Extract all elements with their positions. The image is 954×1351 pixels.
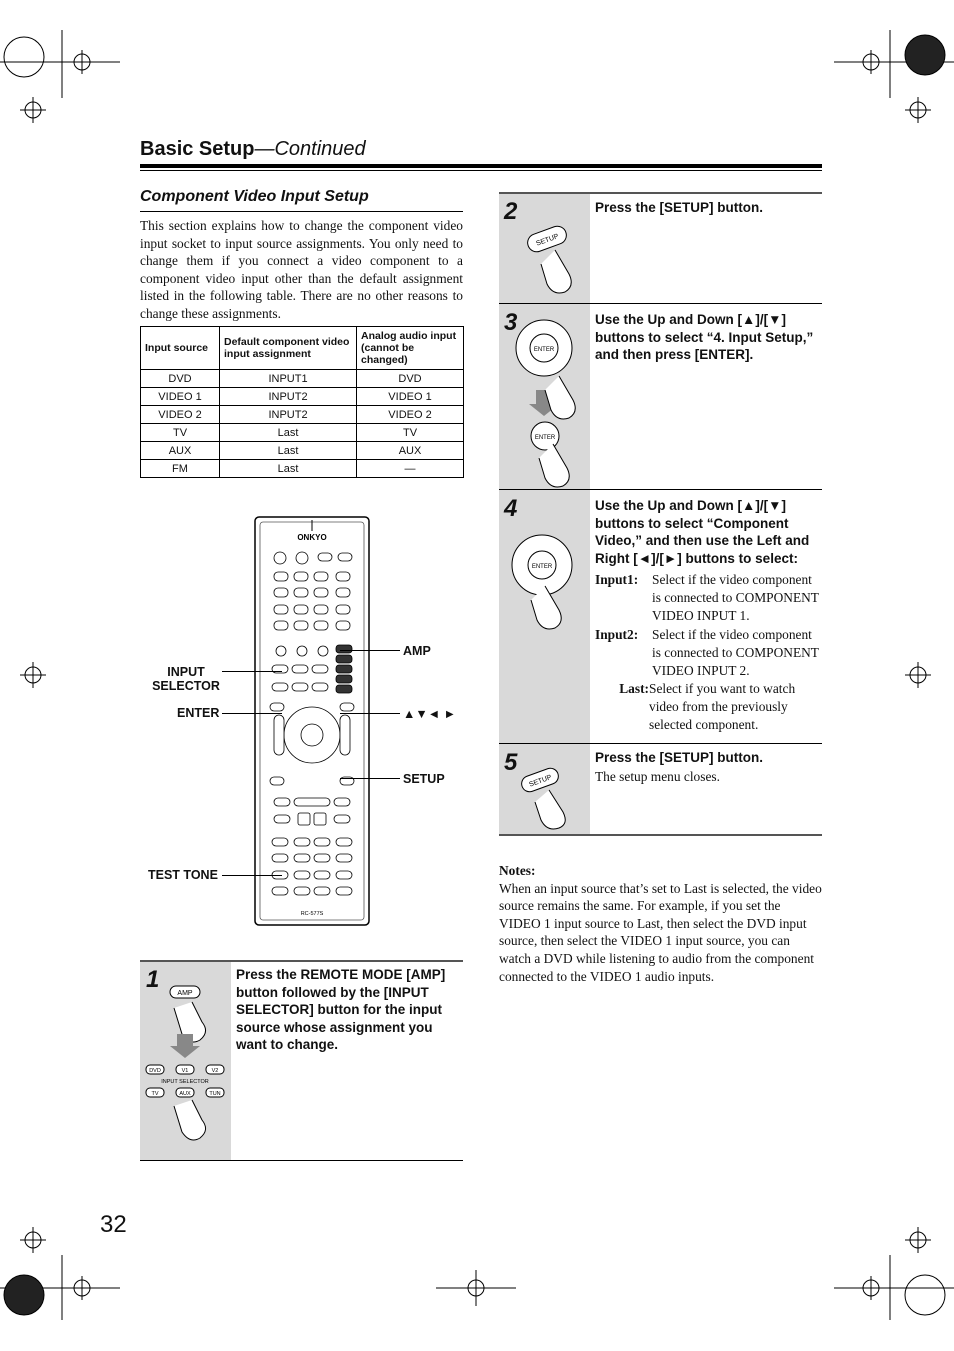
step-1-heading: Press the REMOTE MODE [AMP] button followed by the [INPUT SELECTOR] button for the input source whose assignment you want to change. [236, 967, 446, 1052]
def-desc: Select if you want to watch video from the previously selected component. [649, 681, 796, 732]
illus-btn-tun: TUN [209, 1091, 221, 1097]
table-cell: DVD [141, 370, 220, 388]
illus-btn-v2: V2 [211, 1068, 219, 1074]
table-cell: TV [141, 424, 220, 442]
leader-line [222, 713, 282, 714]
table-cell: Last [220, 424, 357, 442]
table-cell: INPUT2 [220, 388, 357, 406]
table-cell: DVD [357, 370, 464, 388]
table-row [141, 424, 464, 442]
def-desc: Select if the video component is connected to COMPONENT VIDEO INPUT 1. [652, 572, 819, 623]
illus-enter-text-2: ENTER [534, 435, 556, 441]
header-continued: —Continued [254, 138, 366, 160]
header-rule-thin [140, 170, 822, 171]
leader-line [340, 778, 400, 779]
illus-amp-text: AMP [177, 990, 193, 997]
step-4-def-last [595, 680, 823, 733]
leader-line [222, 671, 282, 672]
step-1-number: 1 [146, 966, 160, 993]
table-cell: VIDEO 2 [357, 406, 464, 424]
illus-btn-v1: V1 [181, 1068, 189, 1074]
header-rule [140, 164, 822, 168]
step-4-illustration [499, 490, 590, 743]
table-cell: INPUT2 [220, 406, 357, 424]
step-5-heading: Press the [SETUP] button. [595, 750, 764, 765]
label-input-selector: INPUT SELECTOR [152, 665, 220, 693]
notes-text: When an input source that’s set to Last is selected, the video source remains the same. For example, if you set the VIDEO 1 input source to Last, then select the DVD input source, then select the VIDEO 1 input source, you can watch a DVD while listening to audio from the component connected to the VIDEO 1 audio inputs. [499, 880, 822, 984]
step-3-heading: Use the Up and Down [▲]/[▼] buttons to select “4. Input Setup,” and then press [ENTER]. [595, 312, 814, 362]
illus-enter-text: ENTER [533, 347, 555, 353]
step-1-bottom-rule [140, 1160, 463, 1161]
illus-btn-tv: TV [151, 1091, 159, 1097]
page-number: 32 [100, 1211, 127, 1238]
assignment-table [140, 326, 464, 478]
section-intro: This section explains how to change the component video input socket to input source assignments. You only need to change them if you connect a video component to a component video input other than the default assignment listed in the following table. There are no other reasons to change these assignments. [140, 218, 463, 321]
table-cell: VIDEO 1 [141, 388, 220, 406]
def-desc: Select if the video component is connected to COMPONENT VIDEO INPUT 2. [652, 627, 819, 678]
table-row [141, 370, 464, 388]
label-arrows: ▲▼◄ ► [403, 707, 456, 721]
table-row [141, 388, 464, 406]
table-header-row [141, 327, 464, 370]
step-4-number: 4 [504, 495, 518, 522]
illus-setup-text: SETUP [535, 233, 560, 248]
illus-enter-text-3: ENTER [531, 564, 553, 570]
table-cell: VIDEO 1 [357, 388, 464, 406]
table-cell: AUX [357, 442, 464, 460]
step-2-heading: Press the [SETUP] button. [595, 200, 764, 215]
illus-input-selector: INPUT SELECTOR [161, 1079, 209, 1085]
arrow-press-icon [499, 490, 590, 743]
remote-control-illustration [252, 515, 372, 927]
header-title: Basic Setup [140, 138, 255, 160]
table-row [141, 442, 464, 460]
remote-model-text: RC-577S [300, 911, 324, 917]
section-title: Component Video Input Setup [140, 188, 369, 205]
table-cell: INPUT1 [220, 370, 357, 388]
def-term: Input1: [595, 572, 639, 587]
table-cell: — [357, 460, 464, 478]
step-5-text: The setup menu closes. [595, 769, 720, 784]
table-cell: AUX [141, 442, 220, 460]
table-header: Default component video input assignment [220, 327, 357, 370]
table-cell: TV [357, 424, 464, 442]
step-2-number: 2 [504, 198, 518, 225]
notes [499, 862, 822, 985]
table-cell: VIDEO 2 [141, 406, 220, 424]
label-enter: ENTER [177, 706, 220, 720]
def-term: Last: [619, 681, 649, 696]
page-header [140, 138, 366, 161]
notes-title: Notes: [499, 863, 536, 878]
label-setup: SETUP [403, 772, 445, 786]
illus-btn-aux: AUX [179, 1091, 191, 1097]
leader-line [340, 650, 400, 651]
step-4-def-input1 [595, 571, 823, 624]
label-test-tone: TEST TONE [148, 868, 218, 882]
remote-brand-text: ONKYO [297, 533, 327, 542]
table-row [141, 406, 464, 424]
illus-setup-text-2: SETUP [528, 774, 553, 789]
step-4-heading: Use the Up and Down [▲]/[▼] buttons to select “Component Video,” and then use the Left and Right [◄]/[►] buttons to select: [595, 498, 810, 566]
leader-line [340, 713, 400, 714]
leader-line [222, 875, 282, 876]
table-header: Analog audio input (cannot be changed) [357, 327, 464, 370]
table-cell: Last [220, 460, 357, 478]
step-5-number: 5 [504, 749, 518, 776]
table-cell: FM [141, 460, 220, 478]
illus-btn-dvd: DVD [149, 1068, 161, 1074]
step-4-def-input2 [595, 626, 823, 679]
section-rule [140, 211, 463, 212]
def-term: Input2: [595, 627, 639, 642]
label-amp: AMP [403, 644, 431, 658]
table-cell: Last [220, 442, 357, 460]
step-3-number: 3 [504, 309, 518, 336]
step-5-bottom-rule [499, 834, 822, 836]
table-row [141, 460, 464, 478]
table-header: Input source [141, 327, 220, 370]
